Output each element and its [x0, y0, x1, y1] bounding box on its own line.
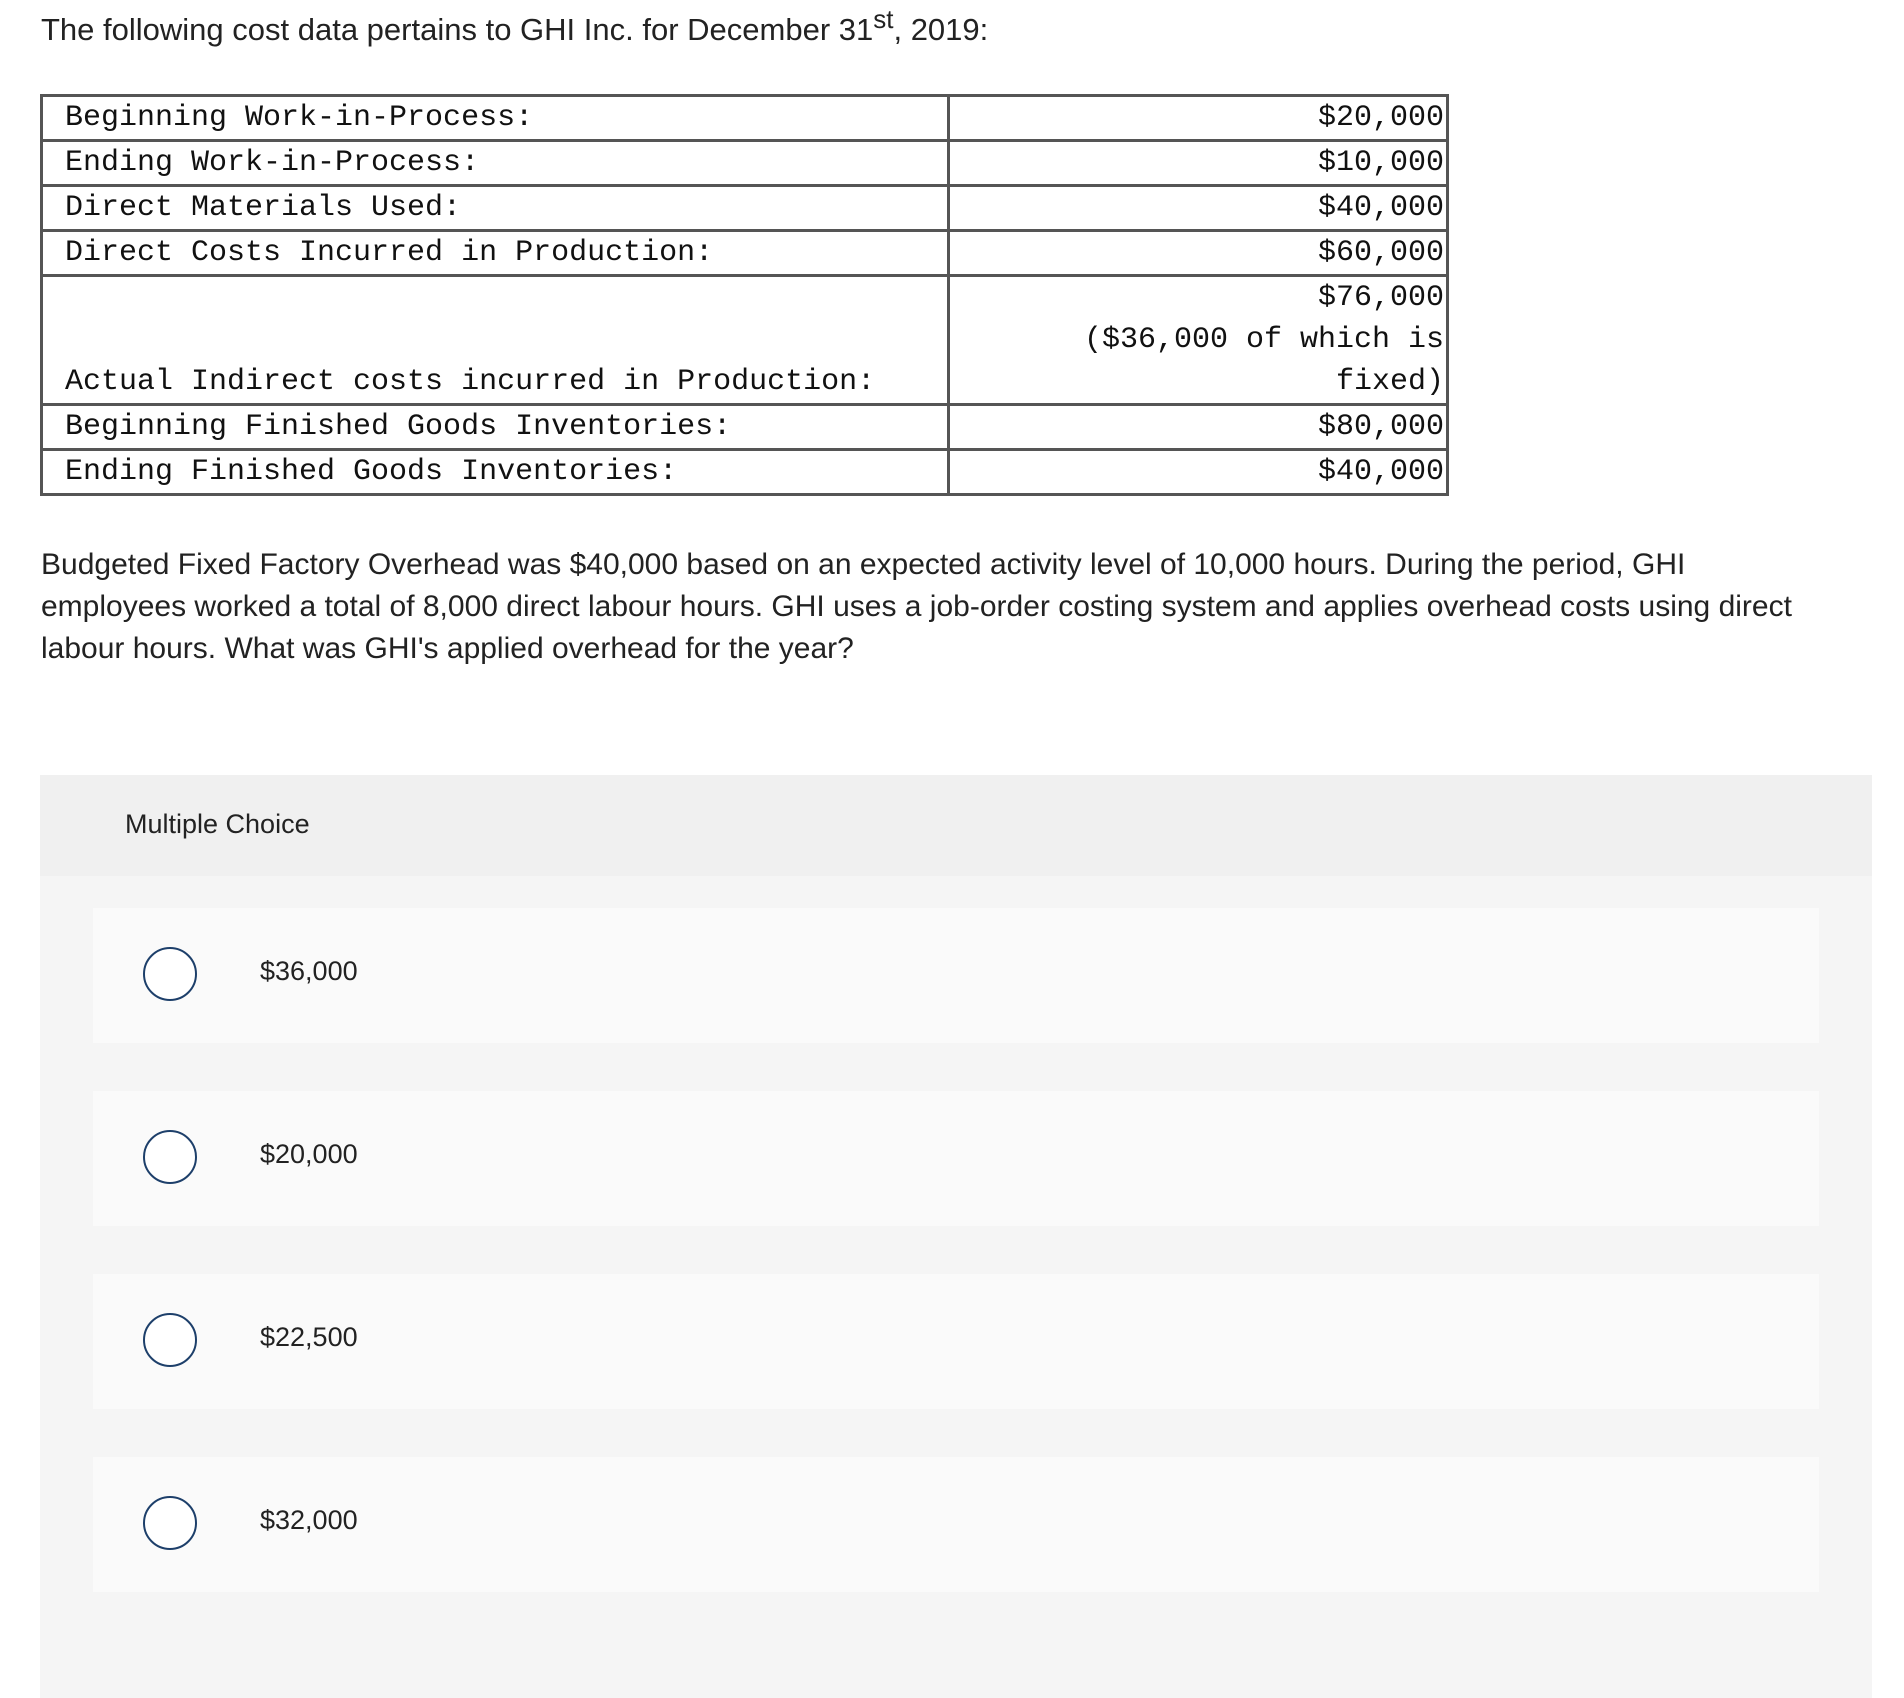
choice-option-2[interactable] — [93, 1091, 1819, 1226]
table-row — [42, 450, 1448, 495]
choice-option-1[interactable] — [93, 908, 1819, 1043]
radio-button-icon[interactable] — [143, 1496, 197, 1550]
row-label: Ending Finished Goods Inventories: — [42, 450, 949, 495]
value-line: $76,000 — [1317, 281, 1444, 315]
choice-option-3[interactable] — [93, 1274, 1819, 1409]
intro-text-date-end: , 2019: — [893, 12, 989, 47]
row-label: Actual Indirect costs incurred in Production: — [42, 276, 949, 405]
value-line: $20,000 — [1317, 101, 1444, 135]
value-line: $40,000 — [1317, 191, 1444, 225]
intro-ordinal-suffix: st — [873, 4, 894, 34]
value-line: $10,000 — [1317, 146, 1444, 180]
row-value — [949, 141, 1448, 186]
row-value — [949, 231, 1448, 276]
row-label: Beginning Finished Goods Inventories: — [42, 405, 949, 450]
table-row — [42, 405, 1448, 450]
table-row — [42, 96, 1448, 141]
cost-data-table — [40, 94, 1449, 496]
row-value — [949, 405, 1448, 450]
row-value — [949, 450, 1448, 495]
value-line: $80,000 — [1317, 410, 1444, 444]
value-line: fixed) — [1335, 365, 1444, 399]
multiple-choice-title: Multiple Choice — [125, 809, 310, 839]
choice-label: $36,000 — [260, 956, 358, 986]
radio-button-icon[interactable] — [143, 1130, 197, 1184]
row-value — [949, 186, 1448, 231]
question-text: Budgeted Fixed Factory Overhead was $40,000 based on an expected activity level of 10,000 hours. During the period, GHI employees worked a total of 8,000 direct labour hours. GHI uses a job-order costing system and applies overhead costs using direct labour hours. What was GHI's applied overhead for the year? — [41, 548, 1792, 665]
radio-button-icon[interactable] — [143, 1313, 197, 1367]
table-row — [42, 186, 1448, 231]
row-value — [949, 276, 1448, 405]
row-label: Ending Work-in-Process: — [42, 141, 949, 186]
choice-label: $22,500 — [260, 1322, 358, 1352]
table-row — [42, 276, 1448, 405]
row-label: Direct Materials Used: — [42, 186, 949, 231]
row-value — [949, 96, 1448, 141]
choice-label: $20,000 — [260, 1139, 358, 1169]
choice-label: $32,000 — [260, 1505, 358, 1535]
intro-text-main: The following cost data pertains to GHI Inc. for December 31 — [41, 12, 874, 47]
table-row — [42, 231, 1448, 276]
intro-text — [41, 4, 989, 52]
value-line: ($36,000 of which is — [1083, 323, 1444, 357]
multiple-choice-panel — [40, 775, 1872, 1698]
row-label: Beginning Work-in-Process: — [42, 96, 949, 141]
choice-option-4[interactable] — [93, 1457, 1819, 1592]
table-row — [42, 141, 1448, 186]
multiple-choice-header — [40, 775, 1872, 876]
value-line: $40,000 — [1317, 455, 1444, 489]
value-line: $60,000 — [1317, 236, 1444, 270]
radio-button-icon[interactable] — [143, 947, 197, 1001]
row-label: Direct Costs Incurred in Production: — [42, 231, 949, 276]
